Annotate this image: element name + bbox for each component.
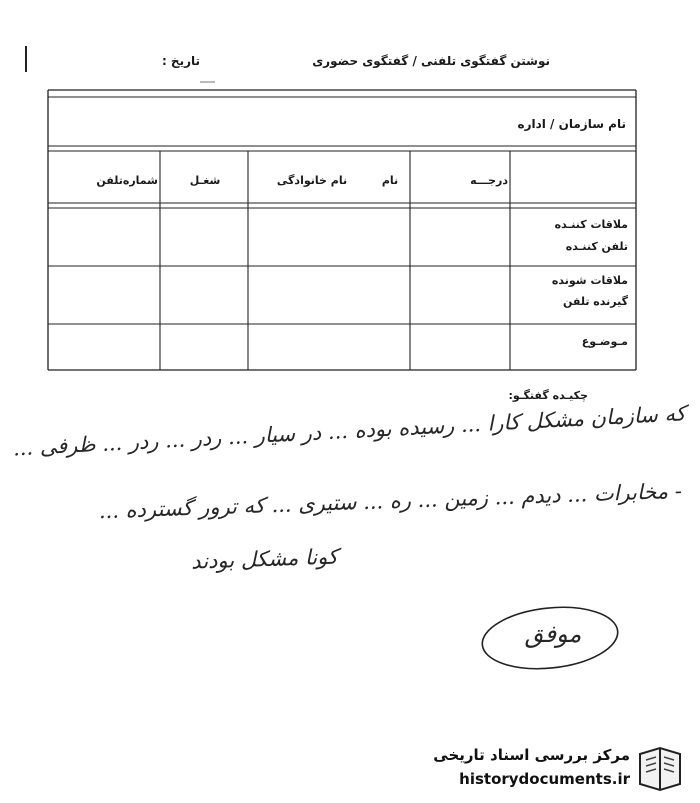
- row-label-subject: مـوضـوع: [581, 335, 628, 348]
- column-header-name: نام: [381, 174, 399, 187]
- watermark-url: historydocuments.ir: [459, 770, 630, 788]
- handwriting-line-1: که سازمان مشکل کارا ... رسیده بوده ... در سیار ... ردر ... ردر ... ظرفی ...: [12, 401, 687, 461]
- column-header-job: شغـل: [189, 174, 221, 187]
- archive-logo-icon: [634, 746, 686, 792]
- signature: [478, 598, 628, 678]
- org-label: نام سازمان / اداره: [517, 117, 626, 131]
- date-label: تاریخ :: [161, 54, 200, 68]
- row-label-caller: تلفن کننـده: [565, 240, 628, 253]
- row-label-visitor: ملاقات کننـده: [554, 218, 628, 231]
- signature-text: موفق: [524, 620, 582, 648]
- handwriting-line-3: کونا مشکل بودند: [190, 544, 339, 574]
- watermark-name: مرکز بررسی اسناد تاریخی: [433, 746, 630, 764]
- form-title: نوشتن گفتگوی تلفنی / گفتگوی حضوری: [312, 54, 550, 68]
- row-label-receiver: گیرنده تلفن: [563, 295, 628, 308]
- row-label-visited: ملاقات شونده: [551, 274, 628, 287]
- summary-label: چکیـده گفتگـو:: [508, 389, 588, 402]
- column-header-rank: درجـــه: [470, 174, 508, 187]
- column-header-phone: شماره‌تلفن: [96, 174, 158, 187]
- watermark: [412, 740, 692, 796]
- column-header-surname: نام خانوادگی: [276, 174, 348, 187]
- handwriting-line-2: - مخابرات ... دیدم ... زمین ... ره ... ستیری ... که ترور گسترده ...: [98, 478, 683, 524]
